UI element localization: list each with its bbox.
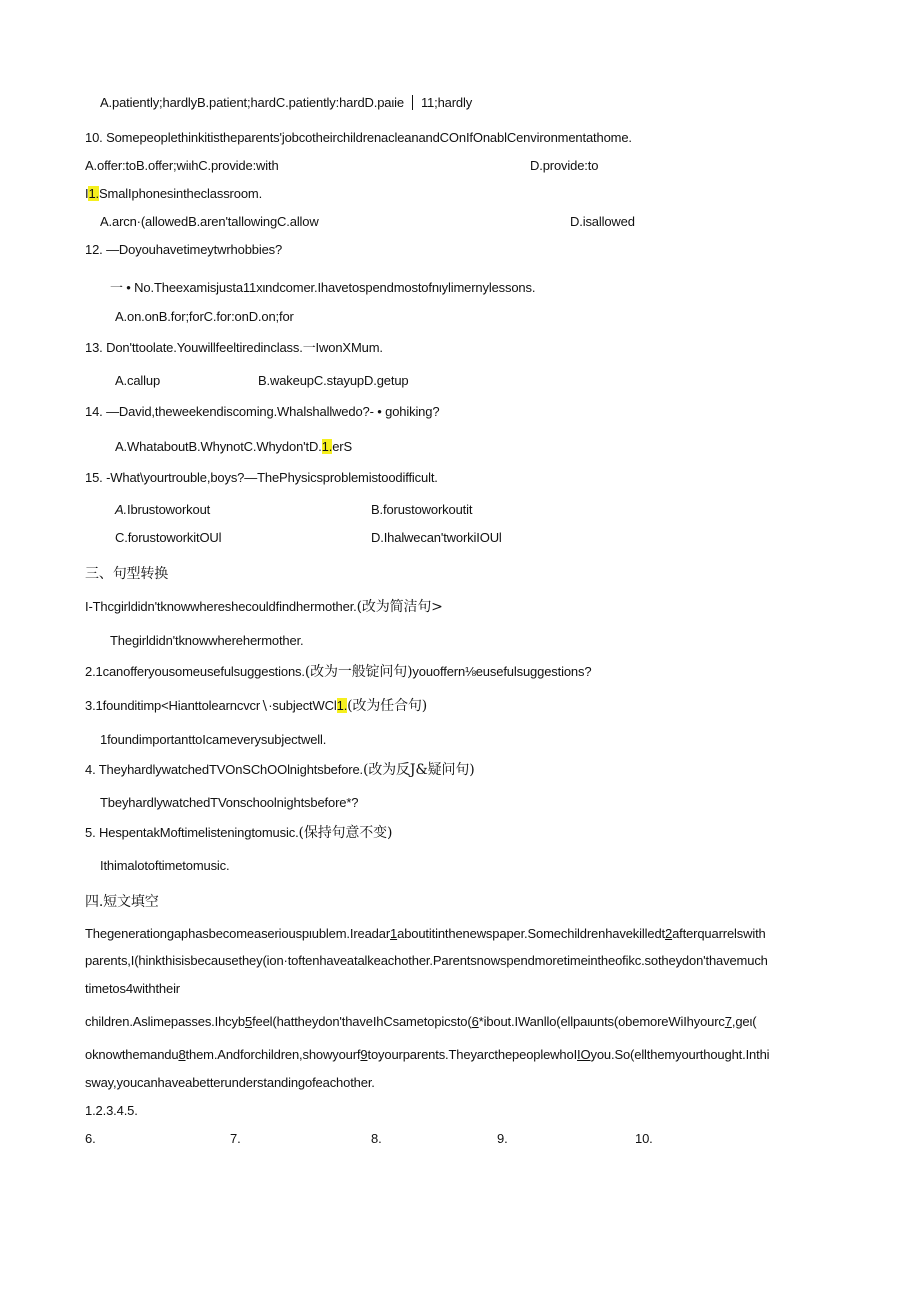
s3-item-5-cn: (保持句意不变) — [298, 825, 393, 841]
s3-item-2-tail: youoffern⅛eusefulsuggestions? — [412, 664, 592, 679]
passage-line-1 — [85, 926, 766, 942]
section4-heading: 四.短文填空 — [85, 894, 159, 910]
answer-number-6: 6. — [85, 1131, 96, 1146]
answer-number-10: 10. — [635, 1131, 653, 1146]
q14-stem: 14. —David,theweekendiscoming.Whalshallwedo?- • gohiking? — [85, 404, 440, 419]
q12-stem: 12. —Doyouhavetimeytwrhobbies? — [85, 242, 283, 257]
answer-number-8: 8. — [371, 1131, 382, 1146]
q14-options — [115, 439, 352, 455]
q12-reply: 一 • No.Theexamisjusta11xιndcomer.Ihavetospendmostofnιylimernylessons. — [110, 280, 536, 295]
q15-option-a-text: Ibrustoworkout — [126, 502, 211, 517]
passage-text: ,geι( — [731, 1014, 757, 1029]
blank-7: 7 — [724, 1014, 732, 1029]
passage-text: feel(hattheydon'thaveIhCsametopicsto( — [252, 1014, 472, 1029]
s3-item-3 — [85, 698, 427, 714]
passage-line-3: timetos4withtheir — [85, 981, 180, 996]
blank-5: 5 — [244, 1014, 253, 1029]
q9-options — [100, 95, 472, 111]
s3-item-4 — [85, 762, 475, 778]
q11-highlight: 1. — [88, 186, 100, 201]
answer-numbers-row-1: 1.2.3.4.5. — [85, 1103, 138, 1118]
passage-text: Thegenerationgaphasbecomeaseriouspιublem.Ireadar — [85, 926, 391, 941]
q11-option-d: D.isallowed — [570, 214, 635, 229]
q15-option-a-letter: A. — [115, 502, 127, 517]
blank-6: 6 — [471, 1014, 479, 1029]
s3-item-1-cn: (改为简洁句> — [356, 599, 443, 615]
passage-line-6: sway,youcanhaveabetterunderstandingofeachother. — [85, 1075, 375, 1090]
q9-options-abc: A.patiently;hardlyB.patient;hardC.patiently:hardD.paιie — [100, 95, 404, 110]
q14-highlight: 1. — [321, 439, 333, 454]
s3-item-2-cn: (改为一般锭问句) — [304, 664, 413, 680]
passage-text: afterquarrelswith — [672, 926, 766, 941]
s3-item-5 — [85, 825, 392, 841]
s3-item-5-answer: Ithimalotoftimetomusic. — [100, 858, 230, 873]
q15-stem: 15. -What\yourtrouble,boys?—ThePhysicsproblemistoodifficult. — [85, 470, 438, 485]
passage-text: you.So(ellthemyourthought.Inthi — [590, 1047, 770, 1062]
passage-text: aboutitinthenewspaper.Somechildrenhavekilledt — [397, 926, 665, 941]
q10-options-abc: A.offer:toB.offer;wiιhC.provide:with — [85, 158, 279, 173]
q13-option-a: A.callup — [115, 373, 161, 388]
q11-prefix: I — [85, 186, 89, 201]
q14-options-tail: erS — [332, 439, 352, 454]
passage-text: *ibout.IWanllo(ellpaιunts(obemoreWiIhyourc — [478, 1014, 725, 1029]
s3-item-5-en: 5. HespentakMoftimelisteningtomusic. — [85, 825, 299, 840]
passage-line-2: parents,I(hinkthisisbecausethey(ion·toftenhaveatalkeachother.Parentsnowspendmoretimeintheofikc.sotheydon'thavemuch — [85, 953, 768, 968]
q13-stem: 13. Don'ttoolate.Youwillfeeltiredinclass.一IwonXMum. — [85, 340, 383, 355]
section3-heading: 三、句型转换 — [85, 566, 169, 582]
passage-line-4 — [85, 1014, 756, 1030]
answer-number-9: 9. — [497, 1131, 508, 1146]
s3-item-4-answer: TbeyhardlywatchedTVonschoolnightsbefore*? — [100, 795, 359, 810]
passage-text: them.Andforchildren,showyourf — [185, 1047, 361, 1062]
q9-options-tail: 11;hardly — [420, 95, 473, 110]
q15-option-b: B.forustoworkoutit — [371, 502, 473, 517]
passage-line-5 — [85, 1047, 769, 1063]
s3-item-3-highlight: 1. — [336, 698, 348, 713]
s3-item-3-cn: (改为任合句) — [347, 698, 428, 714]
s3-item-2-en: 2.1canofferyousomeusefulsuggestions. — [85, 664, 305, 679]
s3-item-1-en: I-Thcgirldidn'tknowwhereshecouldfindhermother. — [85, 599, 357, 614]
passage-text: toyourparents.TheyarcthepeoplewhoI — [367, 1047, 578, 1062]
blank-2: 2 — [665, 926, 673, 941]
s3-item-2 — [85, 664, 591, 680]
s3-item-1-answer: Thegirldidn'tknowwherehermother. — [110, 633, 304, 648]
s3-item-4-en: 4. TheyhardlywatchedTVOnSChOOlnightsbefore. — [85, 762, 364, 777]
answer-number-7: 7. — [230, 1131, 241, 1146]
q14-options-text: A.WhataboutB.WhynotC.Whydon'tD. — [115, 439, 322, 454]
q10-stem: 10. Somepeoplethinkitistheparents'jobcotheirchildrenacleanandCOnIfOnablCenvironmentathome. — [85, 130, 632, 145]
q11-stem — [85, 186, 262, 202]
s3-item-3-answer: 1foundimportanttoIcameverysubjectwell. — [100, 732, 327, 747]
q10-option-d: D.provide:to — [530, 158, 599, 173]
q12-options: A.on.onB.for;forC.for:onD.on;for — [115, 309, 294, 324]
blank-10: IO — [577, 1047, 591, 1062]
blank-1: 1 — [390, 926, 398, 941]
q11-stem-text: SmalIphonesintheclassroom. — [99, 186, 263, 201]
vertical-bar — [412, 95, 413, 110]
q15-option-c: C.forustoworkitOUl — [115, 530, 222, 545]
passage-text: children.Aslimepasses.Ihcyb — [85, 1014, 245, 1029]
blank-9: 9 — [360, 1047, 368, 1062]
s3-item-3-en: 3.1founditimp<Hianttolearncvcr∖·subjectWCl — [85, 698, 337, 713]
q15-option-a — [115, 502, 210, 518]
q15-option-d: D.Ihalwecan'tworkiIOUl — [371, 530, 502, 545]
s3-item-4-cn: (改为反J&疑问句) — [363, 762, 475, 778]
blank-8: 8 — [178, 1047, 186, 1062]
q13-options-bcd: B.wakeupC.stayupD.getup — [258, 373, 409, 388]
s3-item-1 — [85, 599, 443, 615]
passage-text: oknowthemandu — [85, 1047, 179, 1062]
q11-options-abc: A.arcn·(allowedB.aren'tallowingC.allow — [100, 214, 319, 229]
